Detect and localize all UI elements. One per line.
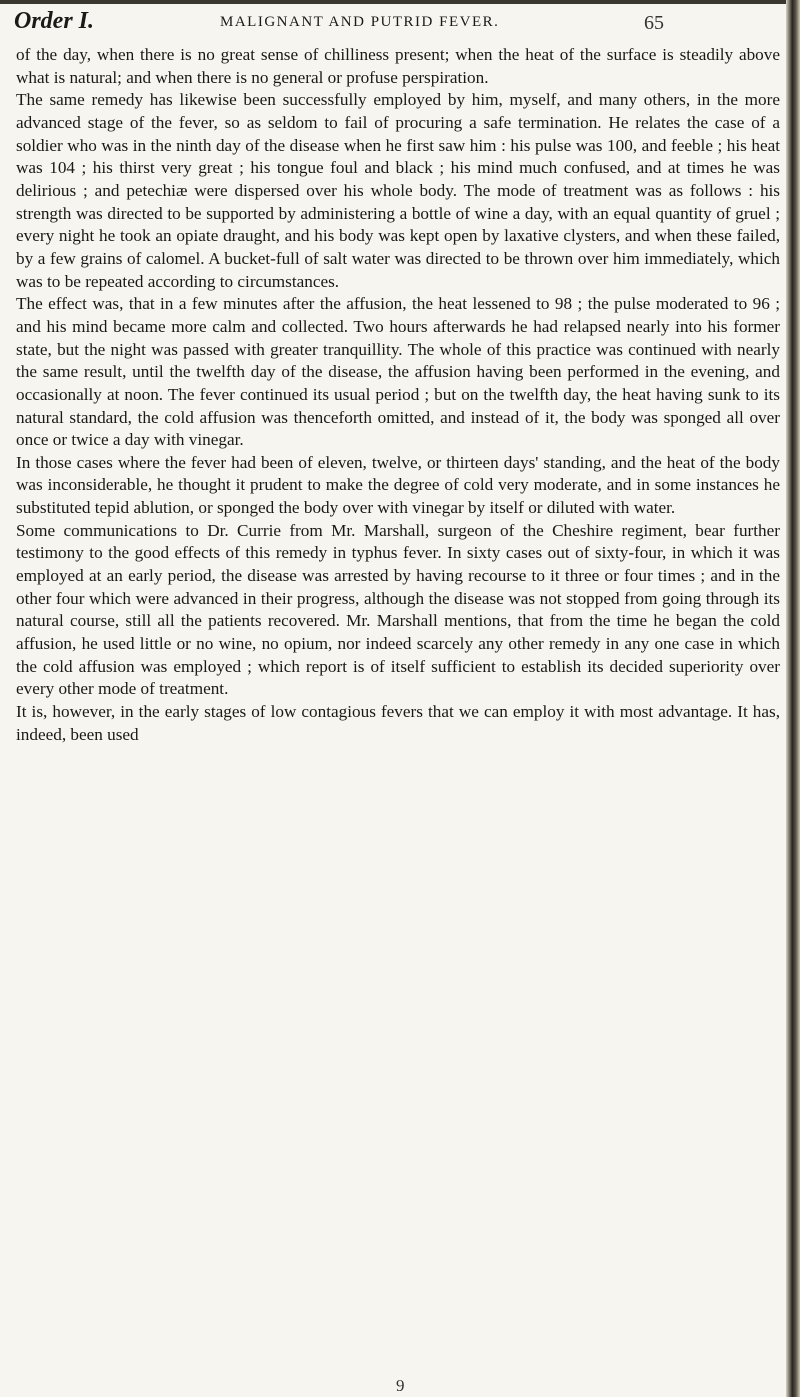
paragraph: In those cases where the fever had been of eleven, twelve, or thirteen days' standing, and the heat of the body was inconsiderable, he thought it prudent to make the degree of cold very moderate, and in some instances he substituted tepid ablution, or sponged the body over with vinegar by itself or diluted with water. — [16, 452, 780, 518]
paragraph: of the day, when there is no great sense of chilliness present; when the heat of the surface is steadily above what is natural; and when there is no general or profuse perspiration. — [16, 45, 780, 87]
running-header — [14, 8, 664, 42]
top-rule — [0, 0, 790, 4]
paragraph: Some communications to Dr. Currie from Mr. Marshall, surgeon of the Cheshire regiment, bear further testimony to the good effects of this remedy in typhus fever. In sixty cases out of sixty-four, in which it was employed at an early period, the disease was arrested by having recourse to it three or four times ; and in the other four which were advanced in their progress, although the disease was not stopped from going through its natural course, still all the patients recovered. Mr. Marshall mentions, that from the time he began the cold affusion, he used little or no wine, no opium, nor indeed scarcely any other remedy in any one case in which the cold affusion was employed ; which report is of itself sufficient to establish its decided superiority over every other mode of treatment. — [16, 520, 780, 699]
running-head-left: Order I. — [14, 8, 95, 34]
paragraph: It is, however, in the early stages of low contagious fevers that we can employ it with most advantage. It has, indeed, been used — [16, 702, 780, 744]
signature-mark: 9 — [396, 1376, 405, 1395]
page-binding-edge — [786, 0, 800, 1397]
running-head-title: MALIGNANT AND PUTRID FEVER. — [220, 14, 500, 30]
paragraph: The effect was, that in a few minutes after the affusion, the heat lessened to 98 ; the pulse moderated to 96 ; and his mind became more calm and collected. Two hours afterwards he had relapsed nearly into his former state, but the night was passed with greater tranquillity. The whole of this practice was continued with nearly the same result, until the twelfth day of the disease, the affusion having been performed in the evening, and occasionally at noon. The fever continued its usual period ; but on the twelfth day, the heat having sunk to its natural standard, the cold affusion was thenceforth omitted, and instead of it, the body was sponged all over once or twice a day with vinegar. — [16, 294, 780, 450]
body-text — [16, 44, 780, 746]
page-number: 65 — [644, 12, 664, 34]
paragraph: The same remedy has likewise been successfully employed by him, myself, and many others, in the more advanced stage of the fever, so as seldom to fail of procuring a safe termination. He relates the case of a soldier who was in the ninth day of the disease when he first saw him : his pulse was 100, and feeble ; his heat was 104 ; his thirst very great ; his tongue foul and black ; his mind much confused, and at times he was delirious ; and petechiæ were dispersed over his whole body. The mode of treatment was as follows : his strength was directed to be supported by administering a bottle of wine a day, with an equal quantity of gruel ; every night he took an opiate draught, and his body was kept open by laxative clysters, and when these failed, by a few grains of calomel. A bucket-full of salt water was directed to be thrown over him immediately, which was to be repeated according to circumstances. — [16, 90, 780, 291]
